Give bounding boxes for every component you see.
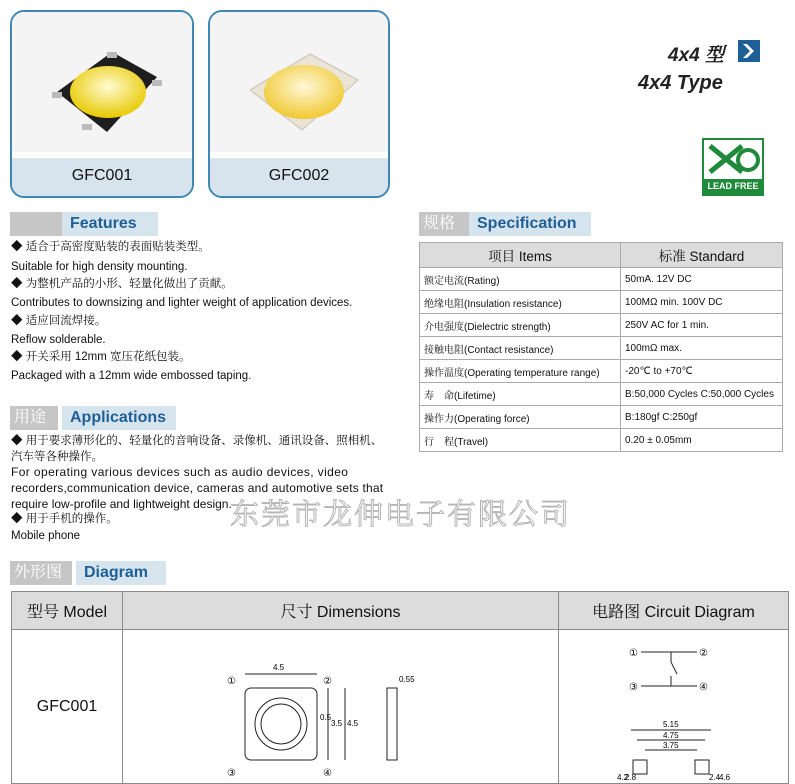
dim-width-label: 4.5 <box>273 663 285 672</box>
type-title-en: 4x4 Type <box>638 72 723 94</box>
dim-d3-label: 3.75 <box>663 741 679 750</box>
spec-item: 接触电阻(Contact resistance) <box>420 337 621 360</box>
applications-en-3: require low-profile and lightweight design. <box>11 497 232 511</box>
product-photo-gfc002 <box>210 12 388 152</box>
feature-cn-1: ◆ 适合于高密度贴装的表面贴装类型。 <box>11 241 210 253</box>
features-en-label: Features <box>62 212 158 236</box>
spec-value: 100MΩ min. 100V DC <box>621 291 783 314</box>
applications-cn-2: 汽车等各种操作。 <box>11 451 103 463</box>
table-row <box>420 314 783 337</box>
spec-item: 绝缘电阻(Insulation resistance) <box>420 291 621 314</box>
dim-h4-label: 4.6 <box>719 773 731 782</box>
specification-cn-label: 规格 <box>419 212 469 236</box>
spec-item: 操作力(Operating force) <box>420 406 621 429</box>
feature-cn-3: ◆ 适应回流焊接。 <box>11 315 107 327</box>
dim-a-label: 0.5 <box>320 713 332 722</box>
applications-en-2: recorders,communication device, cameras and automotive sets that <box>11 481 384 495</box>
spec-value: 100mΩ max. <box>621 337 783 360</box>
spec-value: 250V AC for 1 min. <box>621 314 783 337</box>
diagram-en-label: Diagram <box>76 561 166 585</box>
specification-table <box>419 242 783 452</box>
product-code: GFC001 <box>12 158 192 196</box>
circuit-pin-2-label: ② <box>699 648 708 659</box>
dim-h3-label: 2.4 <box>709 773 721 782</box>
dim-c-label: 4.5 <box>347 719 359 728</box>
applications-en-label: Applications <box>62 406 176 430</box>
watermark: 东莞市龙伸电子有限公司 <box>230 499 572 531</box>
pin-3-label: ③ <box>227 768 236 779</box>
table-row <box>420 429 783 452</box>
spec-value: B:180gf C:250gf <box>621 406 783 429</box>
spec-item: 行 程(Travel) <box>420 429 621 452</box>
applications-cn-1: ◆ 用于要求薄形化的、轻量化的音响设备、录像机、通讯设备、照相机、 <box>11 435 383 447</box>
spec-item: 操作温度(Operating temperature range) <box>420 360 621 383</box>
spec-value: 50mA. 12V DC <box>621 268 783 291</box>
spec-value: -20℃ to +70℃ <box>621 360 783 383</box>
table-row <box>420 268 783 291</box>
diagram-cn-label: 外形图 <box>10 561 72 585</box>
lead-free-label: LEAD FREE <box>704 179 762 194</box>
product-card-gfc001 <box>10 10 194 198</box>
table-row <box>420 337 783 360</box>
circuit-pin-1-label: ① <box>629 648 638 659</box>
dimensions-drawing-cell <box>123 630 559 784</box>
spec-value: B:50,000 Cycles C:50,000 Cycles <box>621 383 783 406</box>
specification-en-label: Specification <box>469 212 591 236</box>
spec-item: 额定电流(Rating) <box>420 268 621 291</box>
feature-en-3: Reflow solderable. <box>11 334 106 346</box>
spec-header-items: 项目 Items <box>420 243 621 268</box>
applications-cn-3: ◆ 用于手机的操作。 <box>11 513 118 525</box>
feature-en-2: Contributes to downsizing and lighter weight of application devices. <box>11 297 353 309</box>
applications-en-1: For operating various devices such as audio devices, video <box>11 465 349 479</box>
table-row <box>420 360 783 383</box>
spec-value: 0.20 ± 0.05mm <box>621 429 783 452</box>
feature-en-1: Suitable for high density mounting. <box>11 261 188 273</box>
diagram-header-model: 型号 Model <box>12 592 123 630</box>
dim-d2-label: 4.75 <box>663 731 679 740</box>
pin-4-label: ④ <box>323 768 332 779</box>
table-row <box>420 406 783 429</box>
switch-white-illustration <box>210 12 388 152</box>
pin-2-label: ② <box>323 676 332 687</box>
dim-b-label: 3.5 <box>331 719 343 728</box>
feature-en-4: Packaged with a 12mm wide embossed taping. <box>11 370 252 382</box>
applications-cn-label: 用途 <box>10 406 58 430</box>
diagram-header-circuit: 电路图 Circuit Diagram <box>559 592 789 630</box>
specification-header <box>419 212 583 236</box>
arrow-right-icon <box>738 40 760 62</box>
applications-en-4: Mobile phone <box>11 530 81 542</box>
spec-item: 寿 命(Lifetime) <box>420 383 621 406</box>
dimension-drawing <box>123 630 556 784</box>
dim-thickness-label: 0.55 <box>399 675 415 684</box>
table-row <box>420 291 783 314</box>
feature-cn-2: ◆ 为整机产品的小形、轻量化做出了贡献。 <box>11 278 233 290</box>
feature-cn-4: ◆ 开关采用 12mm 宽压花纸包装。 <box>11 351 191 363</box>
product-card-gfc002 <box>208 10 390 198</box>
diagram-table <box>11 591 789 784</box>
features-cn-label <box>10 212 62 236</box>
type-title-cn: 4x4 型 <box>668 45 724 66</box>
product-photo-gfc001 <box>12 12 192 152</box>
circuit-pin-4-label: ④ <box>699 682 708 693</box>
applications-header <box>10 406 168 430</box>
table-row <box>420 383 783 406</box>
switch-black-illustration <box>12 12 192 152</box>
diagram-header-dimensions: 尺寸 Dimensions <box>123 592 559 630</box>
circuit-pin-3-label: ③ <box>629 682 638 693</box>
pin-1-label: ① <box>227 676 236 687</box>
features-header <box>10 212 150 236</box>
lead-free-icon <box>704 140 762 178</box>
diagram-header <box>10 561 158 585</box>
spec-item: 介电强度(Dielectric strength) <box>420 314 621 337</box>
circuit-drawing-cell <box>559 630 789 784</box>
lead-free-logo <box>702 138 764 196</box>
diagram-model: GFC001 <box>12 630 123 784</box>
dim-d1-label: 5.15 <box>663 720 679 729</box>
dim-h2-label: 2.8 <box>625 773 637 782</box>
spec-header-standard: 标准 Standard <box>621 243 783 268</box>
product-code: GFC002 <box>210 158 388 196</box>
circuit-diagram <box>559 630 786 784</box>
spec-header-row <box>420 243 783 268</box>
dim-h1-label: 4.2 <box>617 773 629 782</box>
